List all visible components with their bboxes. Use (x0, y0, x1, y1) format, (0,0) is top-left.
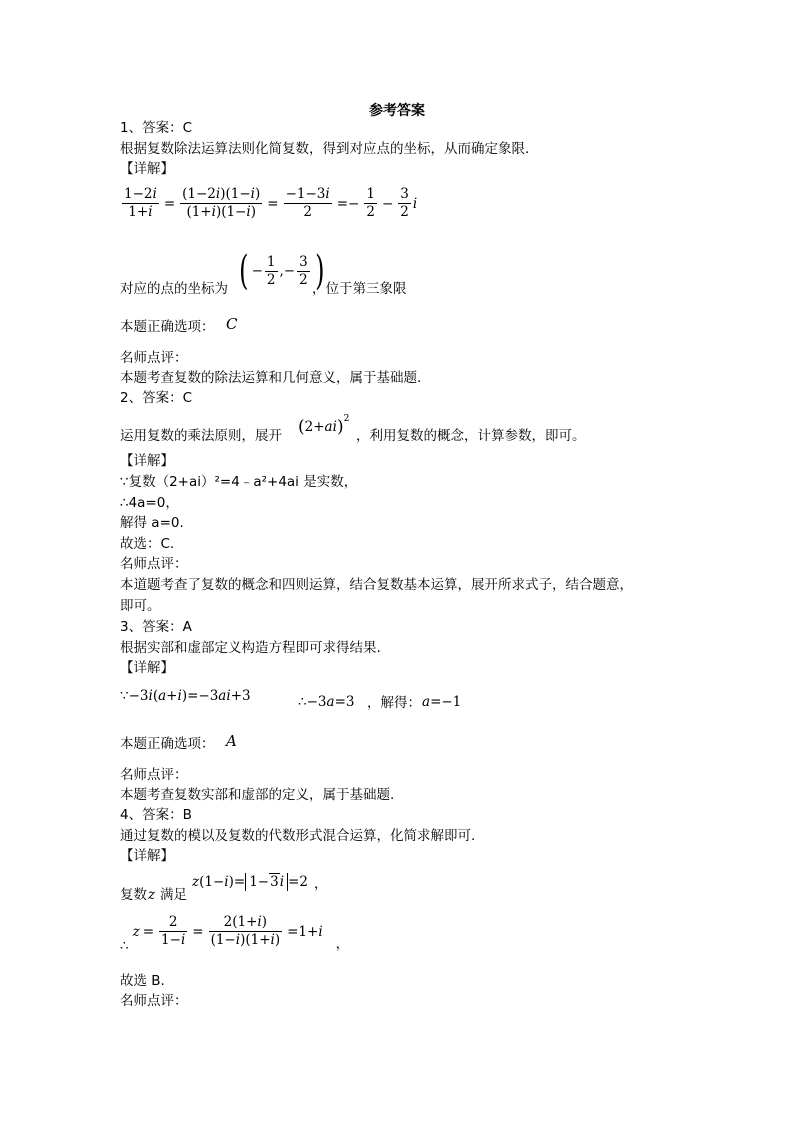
q4-variable-z: z (148, 887, 156, 903)
q4-cond-label: 复数 (120, 887, 147, 903)
q4-answer: 4、答案：B (120, 807, 192, 823)
q4-detail-label: 【详解】 (120, 848, 174, 864)
q2-line1: ∵复数（2+ai）²=4﹣a²+4ai 是实数， (120, 474, 358, 490)
q3-detail-label: 【详解】 (120, 660, 174, 676)
q3-solution: a=−1 (422, 694, 462, 710)
q1-equation: $\frac{1-2i}{1+i}$ = $\frac{(1-2i)(1-i)}{(1+i)(1-i)}$ = $\frac{-1-3i}{2}$ =− $\frac{1}{2}$ − $\frac{3}{2}$ i (124, 186, 418, 220)
q1-comment-label: 名师点评： (120, 350, 188, 366)
q1-comment: 本题考查复数的除法运算和几何意义，属于基础题. (120, 370, 422, 386)
q2-comment-1: 本道题考查了复数的概念和四则运算，结合复数基本运算，展开所求式子，结合题意， (120, 577, 633, 593)
q2-detail-label: 【详解】 (120, 453, 174, 469)
q1-correct-label: 本题正确选项： (120, 319, 215, 335)
q1-hint: 根据复数除法运算法则化简复数，得到对应点的坐标，从而确定象限. (120, 141, 530, 157)
q2-hint-b: ，利用复数的概念，计算参数，即可。 (356, 428, 586, 444)
q4-condition: z(1−i)= 1−3i =2 ， (192, 874, 328, 892)
q3-correct-label: 本题正确选项： (120, 736, 215, 752)
page-title: 参考答案 (369, 103, 425, 119)
q4-comment-label: 名师点评： (120, 993, 188, 1009)
q2-line3: 解得 a=0. (120, 515, 184, 531)
q2-hint-a: 运用复数的乘法原则，展开 (120, 428, 282, 444)
q4-cond-mid: 满足 (160, 887, 187, 903)
q1-coord-text-a: 对应的点的坐标为 (120, 281, 228, 297)
q4-hint: 通过复数的模以及复数的代数形式混合运算，化简求解即可. (120, 828, 476, 844)
q2-comment-label: 名师点评： (120, 556, 188, 572)
q2-line4: 故选：C. (120, 536, 175, 552)
q3-comment: 本题考查复数实部和虚部的定义，属于基础题. (120, 787, 395, 803)
q4-equation: ∴ z = $\frac{2}{1-i}$ = $\frac{2(1+i)}{(1-i)(1+i)}$ =1+i ， (120, 914, 350, 954)
q1-answer: 1、答案：C (120, 120, 193, 136)
q2-expansion-term: ( 2+ a i ) $^2$ (298, 414, 350, 437)
q1-detail-label: 【详解】 (120, 161, 174, 177)
q4-line-end: 故选 B. (120, 973, 165, 989)
q3-equation-1: ∵−3i(a+i)=−3ai+3 (120, 688, 251, 704)
q3-equation-2: ∴−3a=3 (298, 694, 355, 710)
q3-correct-value: A (226, 732, 237, 750)
q3-solve-label: ，解得： (367, 695, 421, 711)
q3-answer: 3、答案：A (120, 619, 192, 635)
q1-coord-point: ( − $\frac{1}{2}$ ,− $\frac{3}{2}$ ) (239, 248, 325, 294)
q3-comment-label: 名师点评： (120, 767, 188, 783)
q3-hint: 根据实部和虚部定义构造方程即可求得结果. (120, 640, 381, 656)
q2-comment-2: 即可。 (120, 598, 161, 614)
q2-answer: 2、答案：C (120, 390, 193, 406)
q2-line2: ∴4a=0， (120, 495, 179, 511)
q1-coord-text-b: ，位于第三象限 (312, 281, 407, 297)
q1-correct-value: C (226, 315, 238, 333)
